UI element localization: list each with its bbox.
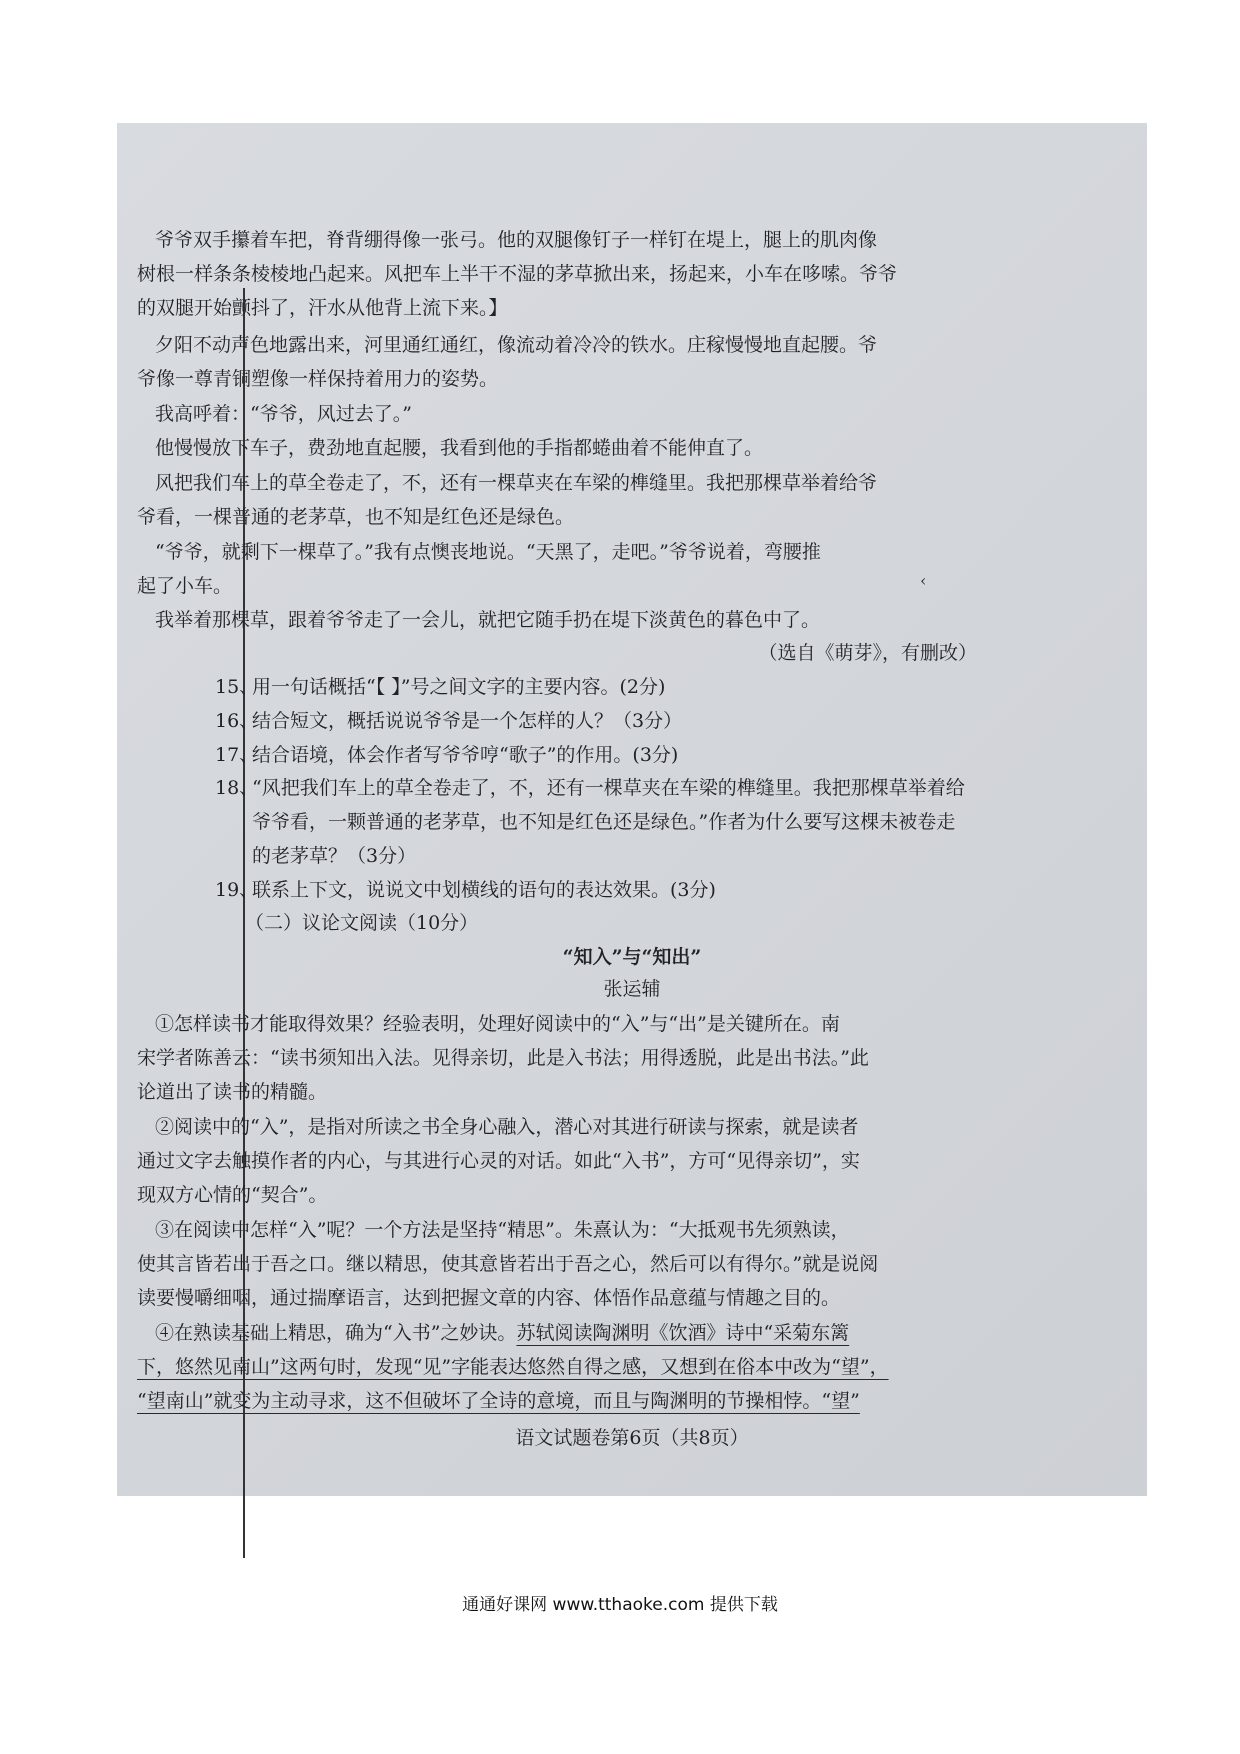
passage-line: 夕阳不动声色地露出来，河里通红通红，像流动着冷冷的铁水。庄稼慢慢地直起腰。爷 (155, 334, 878, 356)
source-note: （选自《萌芽》，有删改） (758, 642, 977, 664)
question-number: 16、 (215, 710, 259, 732)
article-line: ②阅读中的“入”，是指对所读之书全身心融入，潜心对其进行研读与探索，就是读者 (155, 1116, 859, 1138)
question-text: “风把我们车上的草全卷走了，不，还有一棵草夹在车梁的榫缝里。我把那棵草举着给 (252, 777, 965, 799)
article-author: 张运辅 (603, 978, 661, 1000)
article-line: 论道出了读书的精髓。 (137, 1081, 328, 1103)
question-text: 的老茅草？（3分） (252, 845, 417, 867)
passage-line: 我举着那棵草，跟着爷爷走了一会儿，就把它随手扔在堤下淡黄色的暮色中了。 (155, 609, 821, 631)
article-line-mixed (155, 1324, 849, 1343)
underlined-sentence: 苏轼阅读陶渊明《饮酒》诗中“采菊东篱 (516, 1322, 850, 1344)
passage-line: 树根一样条条棱棱地凸起来。风把车上半干不湿的茅草掀出来，扬起来，小车在哆嗦。爷爷 (137, 263, 898, 285)
scanned-exam-page (117, 123, 1147, 1496)
question-text: 联系上下文，说说文中划横线的语句的表达效果。(3分) (252, 879, 716, 901)
underlined-sentence: 下，悠然见南山”这两句时，发现“见”字能表达悠然自得之感，又想到在俗本中改为“望”， (137, 1356, 889, 1378)
passage-line: 爷像一尊青铜塑像一样保持着用力的姿势。 (137, 368, 499, 390)
article-line: ③在阅读中怎样“入”呢？一个方法是坚持“精思”。朱熹认为：“大抵观书先须熟读， (155, 1219, 850, 1241)
passage-line: 风把我们车上的草全卷走了，不，还有一棵草夹在车梁的榫缝里。我把那棵草举着给爷 (155, 472, 878, 494)
passage-line: 起了小车。 (137, 575, 233, 597)
question-text: 爷爷看，一颗普通的老茅草，也不知是红色还是绿色。”作者为什么要写这棵未被卷走 (252, 811, 956, 833)
question-number: 15、 (215, 676, 259, 698)
question-number: 19、 (215, 879, 259, 901)
passage-line: 爷看，一棵普通的老茅草，也不知是红色还是绿色。 (137, 506, 575, 528)
question-text: 结合语境，体会作者写爷爷哼“歌子”的作用。(3分) (252, 744, 679, 766)
question-text: 用一句话概括“【 】”号之间文字的主要内容。(2分) (252, 676, 666, 698)
article-title: “知入”与“知出” (562, 946, 702, 968)
article-line: ①怎样读书才能取得效果？经验表明，处理好阅读中的“入”与“出”是关键所在。南 (155, 1013, 840, 1035)
article-line: 宋学者陈善云：“读书须知出入法。见得亲切，此是入书法；用得透脱，此是出书法。”此 (137, 1047, 869, 1069)
passage-line: 爷爷双手攥着车把，脊背绷得像一张弓。他的双腿像钉子一样钉在堤上，腿上的肌肉像 (155, 229, 878, 251)
section-heading: （二）议论文阅读（10分） (245, 912, 479, 934)
passage-line: 的双腿开始颤抖了，汗水从他背上流下来。】 (137, 297, 508, 319)
article-line: 通过文字去触摸作者的内心，与其进行心灵的对话。如此“入书”，方可“见得亲切”，实 (137, 1150, 860, 1172)
page-footer: 语文试题卷第6页（共8页） (515, 1427, 749, 1449)
article-text: ④在熟读基础上精思，确为“入书”之妙诀。 (155, 1322, 517, 1344)
article-line: 读要慢嚼细咽，通过揣摩语言，达到把握文章的内容、体悟作品意蕴与情趣之目的。 (137, 1287, 841, 1309)
article-line: 使其言皆若出于吾之口。继以精思，使其意皆若出于吾之心，然后可以有得尔。”就是说阅 (137, 1253, 879, 1275)
passage-line: 他慢慢放下车子，费劲地直起腰，我看到他的手指都蜷曲着不能伸直了。 (155, 437, 764, 459)
article-line: 现双方心情的“契合”。 (137, 1184, 328, 1206)
question-number: 18、 (215, 777, 259, 799)
underlined-sentence: “望南山”就变为主动寻求，这不但破坏了全诗的意境，而且与陶渊明的节操相悖。“望” (137, 1390, 860, 1412)
question-number: 17、 (215, 744, 259, 766)
stray-mark: ‹ (920, 571, 927, 590)
question-text: 结合短文，概括说说爷爷是一个怎样的人？（3分） (252, 710, 683, 732)
passage-line: “爷爷，就剩下一棵草了。”我有点懊丧地说。“天黑了，走吧。”爷爷说着，弯腰推 (155, 541, 821, 563)
passage-line: 我高呼着：“爷爷，风过去了。” (155, 403, 412, 425)
site-watermark-footer: 通通好课网 www.tthaoke.com 提供下载 (462, 1595, 778, 1615)
